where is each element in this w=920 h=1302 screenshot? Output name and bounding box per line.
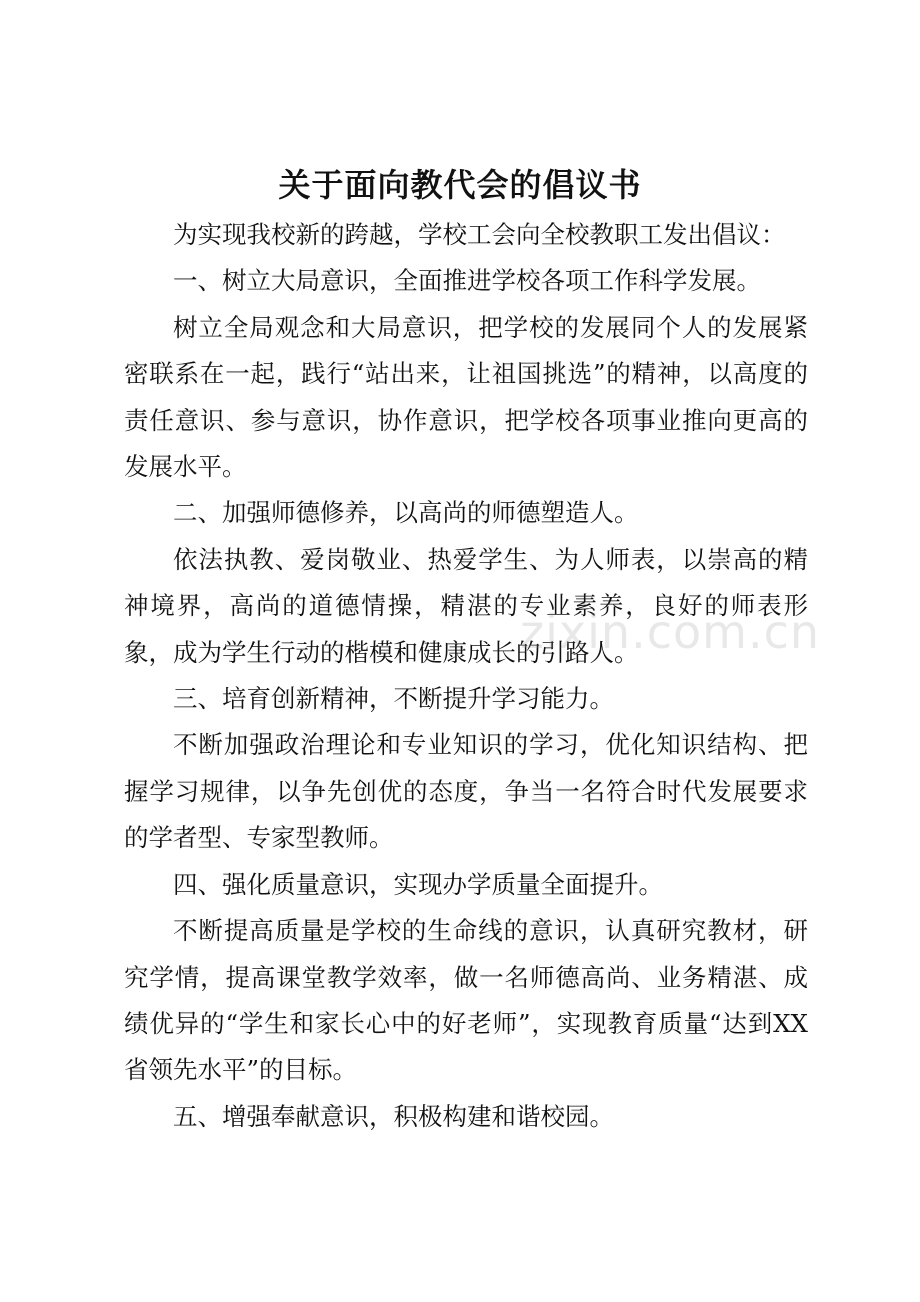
heading-five: 五、增强奉献意识，积极构建和谐校园。	[173, 1101, 614, 1131]
paragraph-two: 依法执教、爱岗敬业、热爱学生、为人师表，以崇高的精神境界，高尚的道德情操，精湛的专业素养，良好的师表形象，成为学生行动的楷模和健康成长的引路人。	[124, 544, 808, 667]
heading-four: 四、强化质量意识，实现办学质量全面提升。	[173, 869, 663, 899]
paragraph-four: 不断提高质量是学校的生命线的意识，认真研究教材，研究学情，提高课堂教学效率，做一名师德高尚、业务精湛、成绩优异的“学生和家长心中的好老师”，实现教育质量“达到XX省领先水平”的目标。	[124, 916, 808, 1085]
heading-one: 一、树立大局意识，全面推进学校各项工作科学发展。	[173, 266, 761, 296]
document-body	[124, 212, 808, 1140]
watermark: zixin.com.cn	[520, 605, 821, 659]
paragraph-three: 不断加强政治理论和专业知识的学习，优化知识结构、把握学习规律，以争先创优的态度，争当一名符合时代发展要求的学者型、专家型教师。	[124, 730, 808, 853]
document-title: 关于面向教代会的倡议书	[278, 166, 642, 204]
heading-three: 三、培育创新精神，不断提升学习能力。	[173, 684, 614, 714]
paragraph-intro: 为实现我校新的跨越，学校工会向全校教职工发出倡议：	[173, 220, 786, 249]
heading-two: 二、加强师德修养，以高尚的师德塑造人。	[173, 498, 639, 528]
paragraph-one: 树立全局观念和大局意识，把学校的发展同个人的发展紧密联系在一起，践行“站出来，让祖国挑选”的精神，以高度的责任意识、参与意识，协作意识，把学校各项事业推向更高的发展水平。	[124, 312, 808, 482]
